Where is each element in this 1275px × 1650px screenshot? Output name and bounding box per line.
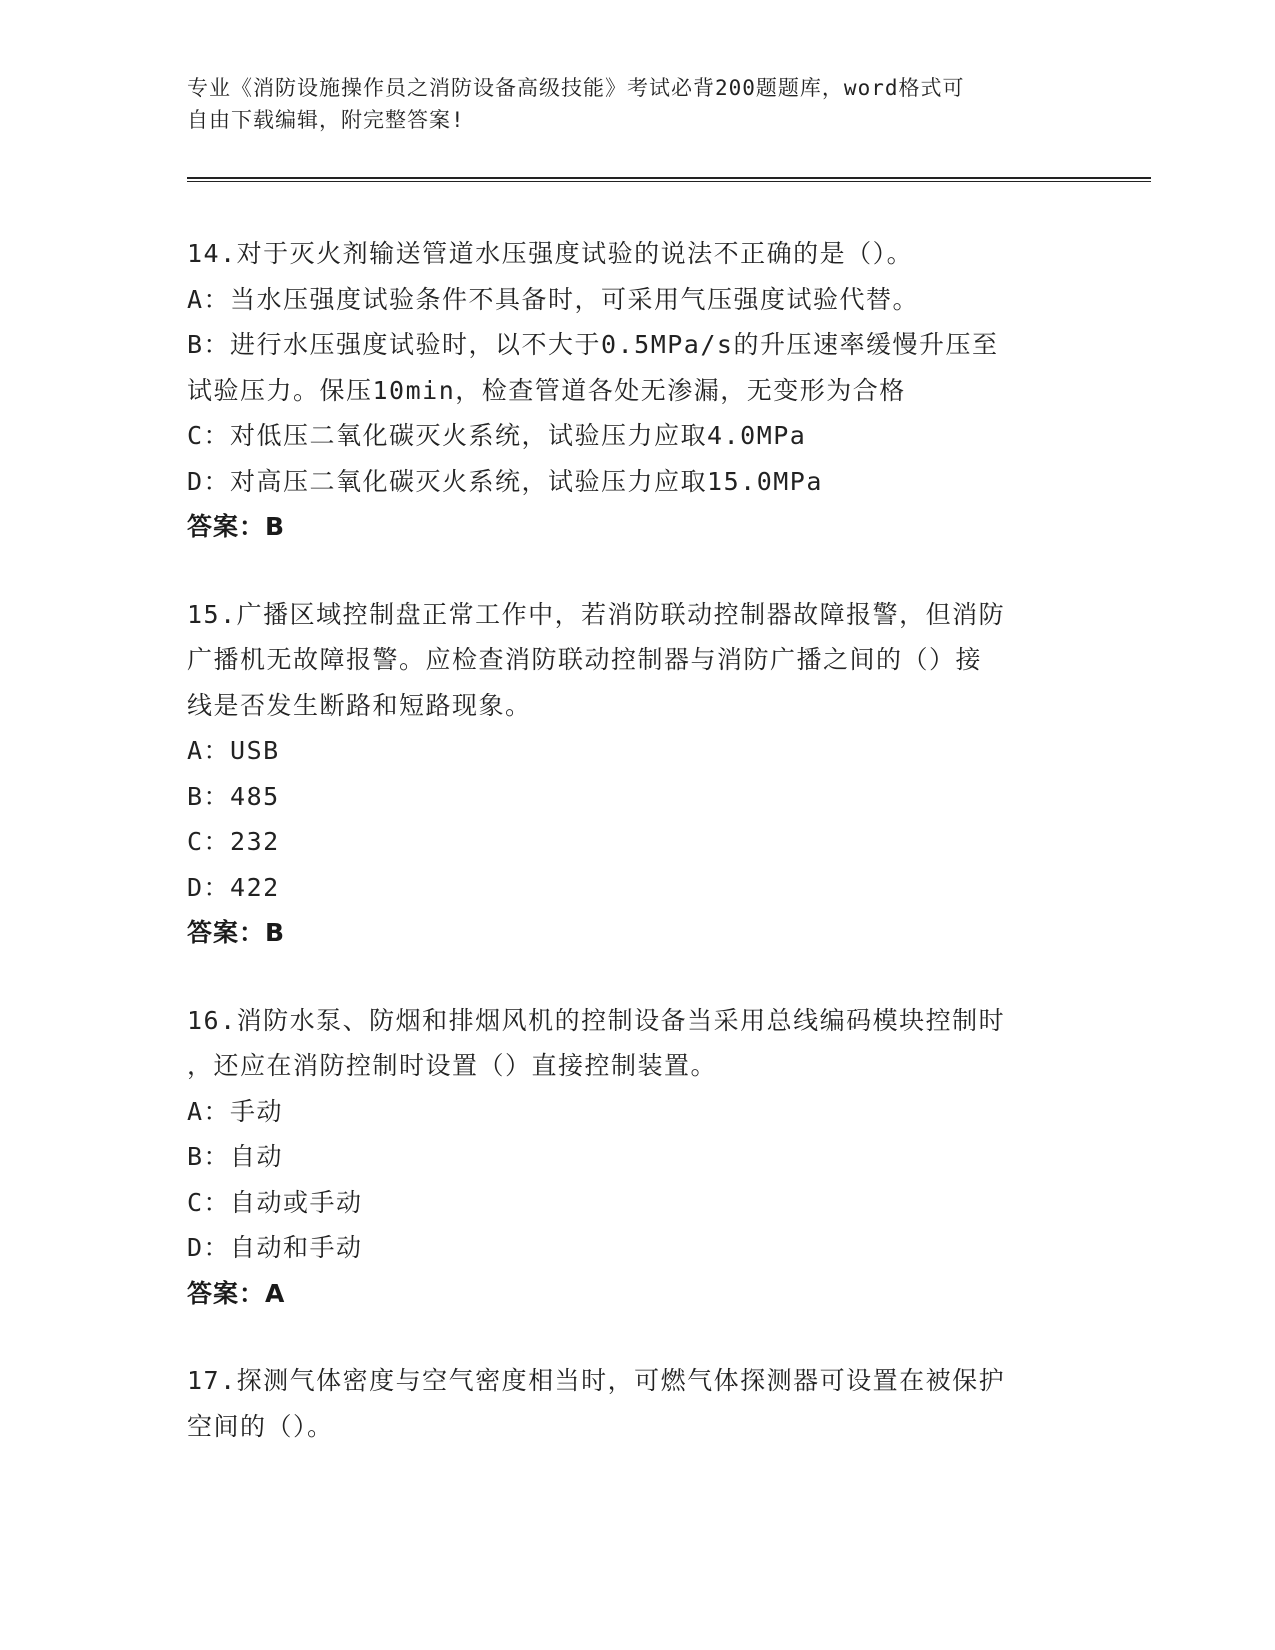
option-line: C：232 bbox=[187, 827, 280, 856]
question-options bbox=[187, 277, 1087, 505]
option-line: B：进行水压强度试验时，以不大于0.5MPa/s的升压速率缓慢升压至 bbox=[187, 330, 999, 359]
option-line: B：485 bbox=[187, 781, 280, 811]
header-divider-thin bbox=[187, 181, 1151, 182]
option-line: D：自动和手动 bbox=[187, 1233, 363, 1262]
question-stem bbox=[187, 592, 1087, 729]
question-stem-line: ，还应在消防控制时设置（）直接控制装置。 bbox=[187, 1051, 718, 1080]
answer-label: 答案：A bbox=[187, 1278, 286, 1308]
question-stem-line: 空间的（）。 bbox=[187, 1411, 334, 1441]
option-line: C：对低压二氧化碳灭火系统，试验压力应取4.0MPa bbox=[187, 421, 807, 450]
header-line-1: 专业《消防设施操作员之消防设备高级技能》考试必背200题题库，word格式可 bbox=[187, 76, 965, 100]
question-item bbox=[187, 231, 1087, 550]
option-line: A：手动 bbox=[187, 1096, 284, 1126]
question-item bbox=[187, 592, 1087, 956]
question-stem-line: 15.广播区域控制盘正常工作中，若消防联动控制器故障报警，但消防 bbox=[187, 599, 1006, 629]
option-line: B：自动 bbox=[187, 1142, 284, 1171]
option-line: 试验压力。保压10min，检查管道各处无渗漏，无变形为合格 bbox=[187, 375, 906, 405]
option-line: D：422 bbox=[187, 872, 280, 902]
document-header bbox=[187, 72, 1067, 136]
question-options bbox=[187, 728, 1087, 910]
option-line: C：自动或手动 bbox=[187, 1187, 363, 1217]
question-list bbox=[187, 231, 1087, 1491]
header-line-2: 自由下载编辑，附完整答案! bbox=[187, 108, 465, 132]
question-stem bbox=[187, 231, 1087, 277]
question-item bbox=[187, 998, 1087, 1317]
header-divider-thick bbox=[187, 177, 1151, 179]
question-stem bbox=[187, 1358, 1087, 1449]
question-options bbox=[187, 1089, 1087, 1271]
answer-label: 答案：B bbox=[187, 512, 286, 541]
answer-label: 答案：B bbox=[187, 918, 286, 947]
question-stem-line: 线是否发生断路和短路现象。 bbox=[187, 690, 532, 720]
question-stem-line: 广播机无故障报警。应检查消防联动控制器与消防广播之间的（）接 bbox=[187, 645, 983, 674]
question-item bbox=[187, 1358, 1087, 1449]
option-line: A：USB bbox=[187, 736, 280, 765]
option-line: A：当水压强度试验条件不具备时，可采用气压强度试验代替。 bbox=[187, 284, 920, 314]
option-line: D：对高压二氧化碳灭火系统，试验压力应取15.0MPa bbox=[187, 466, 823, 496]
question-stem-line: 16.消防水泵、防烟和排烟风机的控制设备当采用总线编码模块控制时 bbox=[187, 1005, 1006, 1035]
question-stem-line: 17.探测气体密度与空气密度相当时，可燃气体探测器可设置在被保护 bbox=[187, 1366, 1006, 1395]
question-stem-line: 14.对于灭火剂输送管道水压强度试验的说法不正确的是（）。 bbox=[187, 239, 914, 268]
question-stem bbox=[187, 998, 1087, 1089]
